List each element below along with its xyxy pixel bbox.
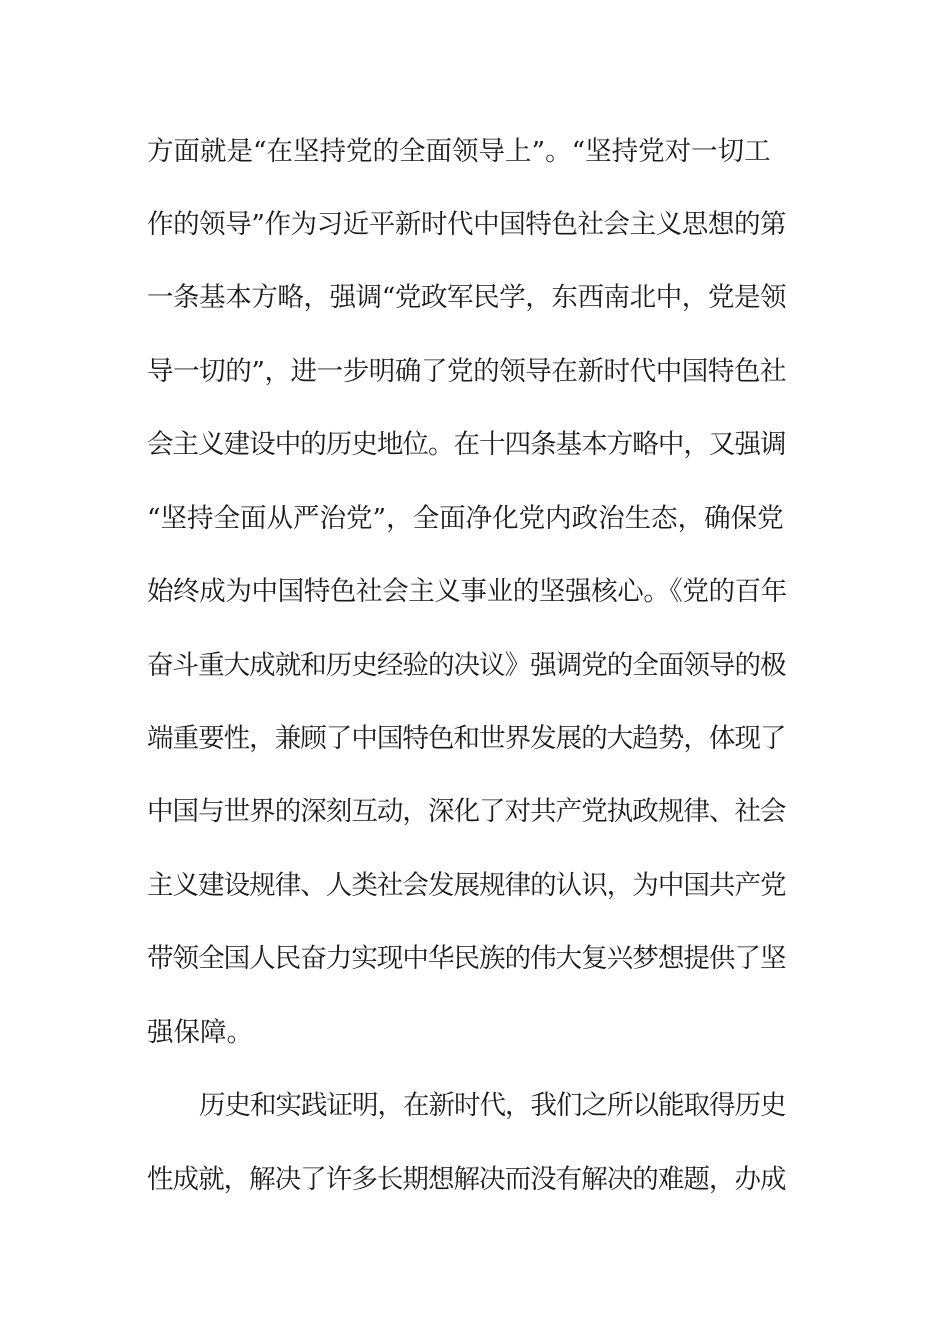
text-line: 始终成为中国特色社会主义事业的坚强核心。《党的百年	[147, 576, 787, 607]
text-line: 端重要性，兼顾了中国特色和世界发展的大趋势，体现了	[147, 723, 786, 754]
text-line: 中国与世界的深刻互动，深化了对共产党执政规律、社会	[147, 796, 786, 827]
text-line: 奋斗重大成就和历史经验的决议》强调党的全面领导的极	[147, 650, 786, 681]
text-line: “坚持全面从严治党”，全面净化党内政治生态，确保党	[147, 503, 784, 534]
paragraph-first-line: 历史和实践证明，在新时代，我们之所以能取得历史	[199, 1090, 786, 1121]
text-line: 一条基本方略，强调“党政军民学，东西南北中，党是领	[147, 282, 787, 313]
text-line: 导一切的”，进一步明确了党的领导在新时代中国特色社	[147, 356, 787, 387]
text-line: 会主义建设中的历史地位。在十四条基本方略中，又强调	[147, 429, 786, 460]
text-line: 主义建设规律、人类社会发展规律的认识，为中国共产党	[147, 870, 786, 901]
text-line: 作的领导”作为习近平新时代中国特色社会主义思想的第	[147, 209, 787, 240]
text-line: 方面就是“在坚持党的全面领导上”。“坚持党对一切工	[147, 136, 771, 167]
text-line: 性成就，解决了许多长期想解决而没有解决的难题，办成	[147, 1164, 786, 1195]
text-line: 带领全国人民奋力实现中华民族的伟大复兴梦想提供了坚	[147, 943, 786, 974]
text-line: 强保障。	[147, 1017, 253, 1048]
